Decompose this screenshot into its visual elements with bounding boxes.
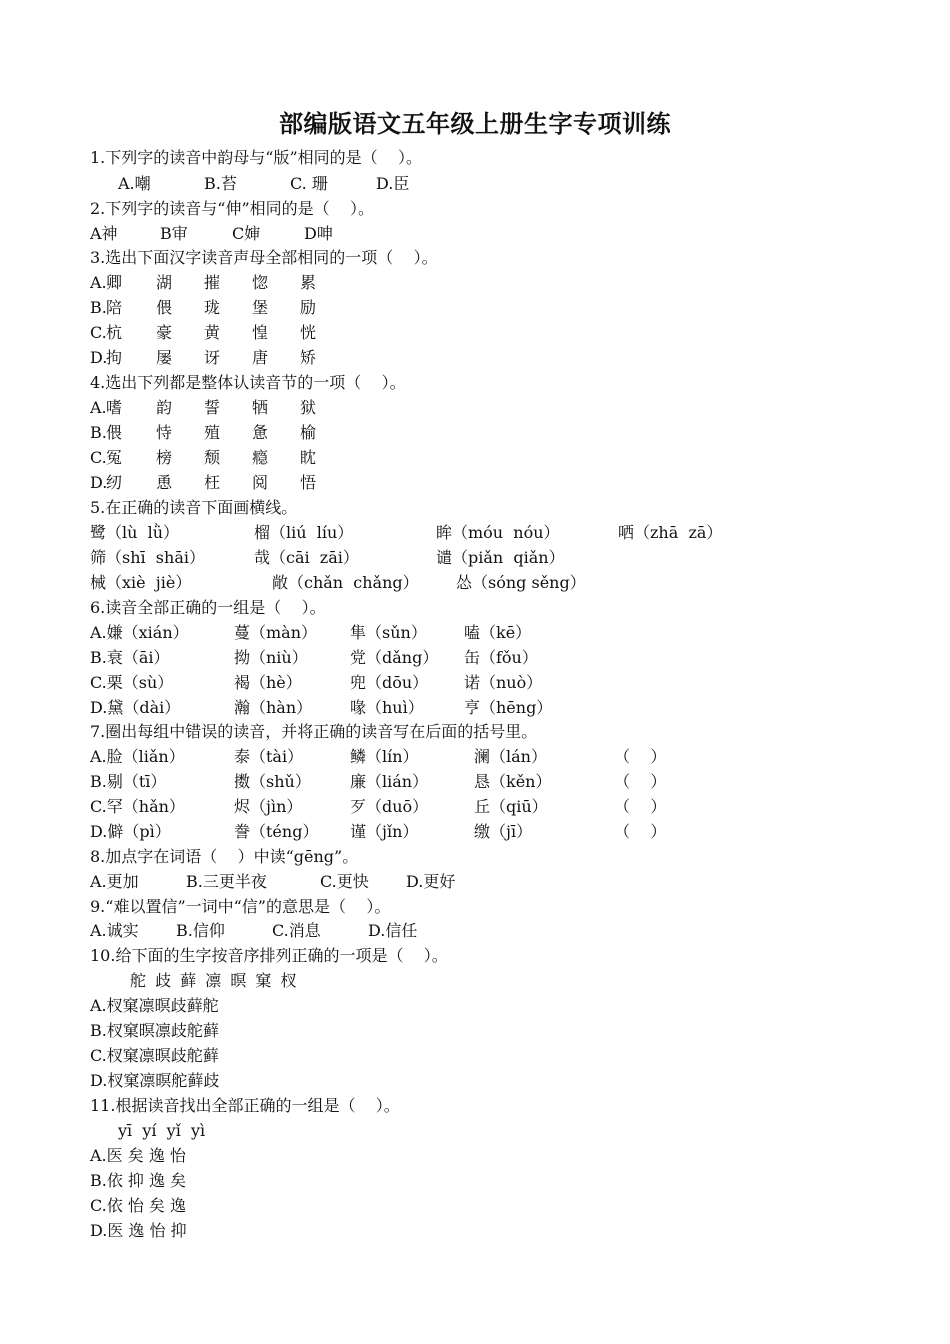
question-3-stem: 3.选出下面汉字读音声母全部相同的一项（ ）。 [90, 248, 438, 267]
option: B审 [160, 224, 188, 243]
char: 珑 [204, 298, 221, 317]
option: D.杈窠凛暝舵藓歧 [90, 1071, 220, 1090]
char: 唐 [252, 348, 269, 367]
option: C.消息 [272, 921, 321, 940]
option-label: A. [90, 273, 107, 292]
char: 恃 [156, 423, 173, 442]
char: 杭 [106, 323, 123, 342]
char: 陪 [106, 298, 123, 317]
option: 丘（qiū） [474, 797, 548, 816]
option: 兜（dōu） [350, 673, 429, 692]
char: 卿 [106, 273, 123, 292]
question-8-stem: 8.加点字在词语（ ）中读“gēng”。 [90, 847, 359, 866]
char: 殖 [204, 423, 221, 442]
option-label: A. [90, 398, 107, 417]
option: 拗（niù） [234, 648, 308, 667]
option: A.嫌（xián） [90, 623, 189, 642]
option: A.诚实 [90, 921, 139, 940]
option-label: B. [90, 423, 107, 442]
char: 榆 [300, 423, 317, 442]
option: 瀚（hàn） [234, 698, 313, 717]
char: 纫 [106, 473, 123, 492]
option: 擞（shǔ） [234, 772, 311, 791]
option: 嗑（kē） [464, 623, 532, 642]
option: D.更好 [406, 872, 456, 891]
option: B.苔 [204, 174, 237, 193]
pinyin-choice: 敞（chǎn chǎng） [272, 573, 419, 592]
option-label: C. [90, 323, 107, 342]
char: 阅 [252, 473, 269, 492]
answer-blank[interactable]: （ ） [614, 797, 667, 816]
char: 偎 [156, 298, 173, 317]
option: B.剔（tī） [90, 772, 167, 791]
char: 恍 [300, 323, 317, 342]
pinyin-choice: 哂（zhā zā） [618, 523, 723, 542]
option: 廉（lián） [350, 772, 429, 791]
option: 泰（tài） [234, 747, 304, 766]
char: 枉 [204, 473, 221, 492]
option: B.衰（āi） [90, 648, 170, 667]
option: 谨（jǐn） [350, 822, 419, 841]
option: 褐（hè） [234, 673, 302, 692]
char: 惫 [252, 423, 269, 442]
option: 誊（téng） [234, 822, 319, 841]
option: 缶（fǒu） [464, 648, 538, 667]
option: C.杈窠凛暝歧舵藓 [90, 1046, 219, 1065]
char: 冤 [106, 448, 123, 467]
char: 励 [300, 298, 317, 317]
option: 诺（nuò） [464, 673, 543, 692]
option: C.栗（sù） [90, 673, 174, 692]
option: C. 珊 [290, 174, 328, 193]
option: C.罕（hǎn） [90, 797, 185, 816]
option: D.臣 [376, 174, 410, 193]
char: 堡 [252, 298, 269, 317]
char: 摧 [204, 273, 221, 292]
option-label: D. [90, 473, 108, 492]
option: A.脸（liǎn） [90, 747, 185, 766]
pinyin-choice: 榴（liú líu） [254, 523, 354, 542]
option: C婶 [232, 224, 261, 243]
option: D.僻（pì） [90, 822, 171, 841]
option: C.依 怡 矣 逸 [90, 1196, 187, 1215]
option: 党（dǎng） [350, 648, 439, 667]
option: 蔓（màn） [234, 623, 318, 642]
char: 榜 [156, 448, 173, 467]
char: 讶 [204, 348, 221, 367]
option: D.医 逸 怡 抑 [90, 1221, 187, 1240]
char: 眈 [300, 448, 317, 467]
option-label: C. [90, 448, 107, 467]
pinyin-choice: 鹭（lù lǜ） [90, 523, 180, 542]
option: B.杈窠暝凛歧舵藓 [90, 1021, 219, 1040]
char: 矫 [300, 348, 317, 367]
option: 恳（kěn） [474, 772, 552, 791]
option: B.信仰 [176, 921, 225, 940]
option-label: B. [90, 298, 107, 317]
pinyin-choice: 眸（móu nóu） [436, 523, 560, 542]
option: A.嘲 [118, 174, 151, 193]
option: D.黛（dài） [90, 698, 181, 717]
question-5-stem: 5.在正确的读音下面画横线。 [90, 498, 298, 517]
pinyin-choice: 哉（cāi zāi） [254, 548, 359, 567]
char: 惚 [252, 273, 269, 292]
option: 缴（jī） [474, 822, 533, 841]
option: A.杈窠凛暝歧藓舵 [90, 996, 219, 1015]
question-10-stem: 10.给下面的生字按音序排列正确的一项是（ ）。 [90, 946, 448, 965]
char: 累 [300, 273, 317, 292]
question-2-stem: 2.下列字的读音与“伸”相同的是（ ）。 [90, 199, 374, 218]
option: 歹（duō） [350, 797, 429, 816]
option-label: D. [90, 348, 108, 367]
char: 黄 [204, 323, 221, 342]
question-1-stem: 1.下列字的读音中韵母与“版”相同的是（ ）。 [90, 148, 422, 167]
pinyin-list: yī yí yǐ yì [118, 1121, 206, 1140]
question-9-stem: 9.“难以置信”一词中“信”的意思是（ ）。 [90, 897, 391, 916]
option: A.医 矣 逸 怡 [90, 1146, 186, 1165]
option: A神 [90, 224, 118, 243]
option: 澜（lán） [474, 747, 547, 766]
char: 瘾 [252, 448, 269, 467]
option: 隼（sǔn） [350, 623, 427, 642]
option: B.三更半夜 [186, 872, 267, 891]
char: 嗜 [106, 398, 123, 417]
answer-blank[interactable]: （ ） [614, 822, 667, 841]
char: 恿 [156, 473, 173, 492]
option: 鳞（lín） [350, 747, 419, 766]
char: 颓 [204, 448, 221, 467]
char: 誓 [204, 398, 221, 417]
option: C.更快 [320, 872, 369, 891]
char: 偎 [106, 423, 123, 442]
option: 亨（hēng） [464, 698, 553, 717]
question-7-stem: 7.圈出每组中错误的读音，并将正确的读音写在后面的括号里。 [90, 722, 538, 741]
given-characters: 舵 歧 藓 凛 暝 窠 杈 [130, 971, 299, 990]
pinyin-choice: 谴（piǎn qiǎn） [436, 548, 565, 567]
answer-blank[interactable]: （ ） [614, 747, 667, 766]
option: A.更加 [90, 872, 139, 891]
option: D呻 [304, 224, 333, 243]
page-title: 部编版语文五年级上册生字专项训练 [279, 110, 671, 138]
option: 烬（jìn） [234, 797, 303, 816]
option: B.依 抑 逸 矣 [90, 1171, 187, 1190]
question-6-stem: 6.读音全部正确的一组是（ ）。 [90, 598, 326, 617]
question-11-stem: 11.根据读音找出全部正确的一组是（ ）。 [90, 1096, 400, 1115]
char: 拘 [106, 348, 123, 367]
char: 湖 [156, 273, 173, 292]
char: 狱 [300, 398, 317, 417]
pinyin-choice: 械（xiè jiè） [90, 573, 192, 592]
question-4-stem: 4.选出下列都是整体认读音节的一项（ ）。 [90, 373, 406, 392]
pinyin-choice: 筛（shī shāi） [90, 548, 205, 567]
pinyin-choice: 怂（sóng sěng） [456, 573, 586, 592]
char: 牺 [252, 398, 269, 417]
option: D.信任 [368, 921, 418, 940]
char: 惶 [252, 323, 269, 342]
char: 韵 [156, 398, 173, 417]
char: 屡 [156, 348, 173, 367]
char: 豪 [156, 323, 173, 342]
option: 喙（huì） [350, 698, 424, 717]
char: 悟 [300, 473, 317, 492]
answer-blank[interactable]: （ ） [614, 772, 667, 791]
